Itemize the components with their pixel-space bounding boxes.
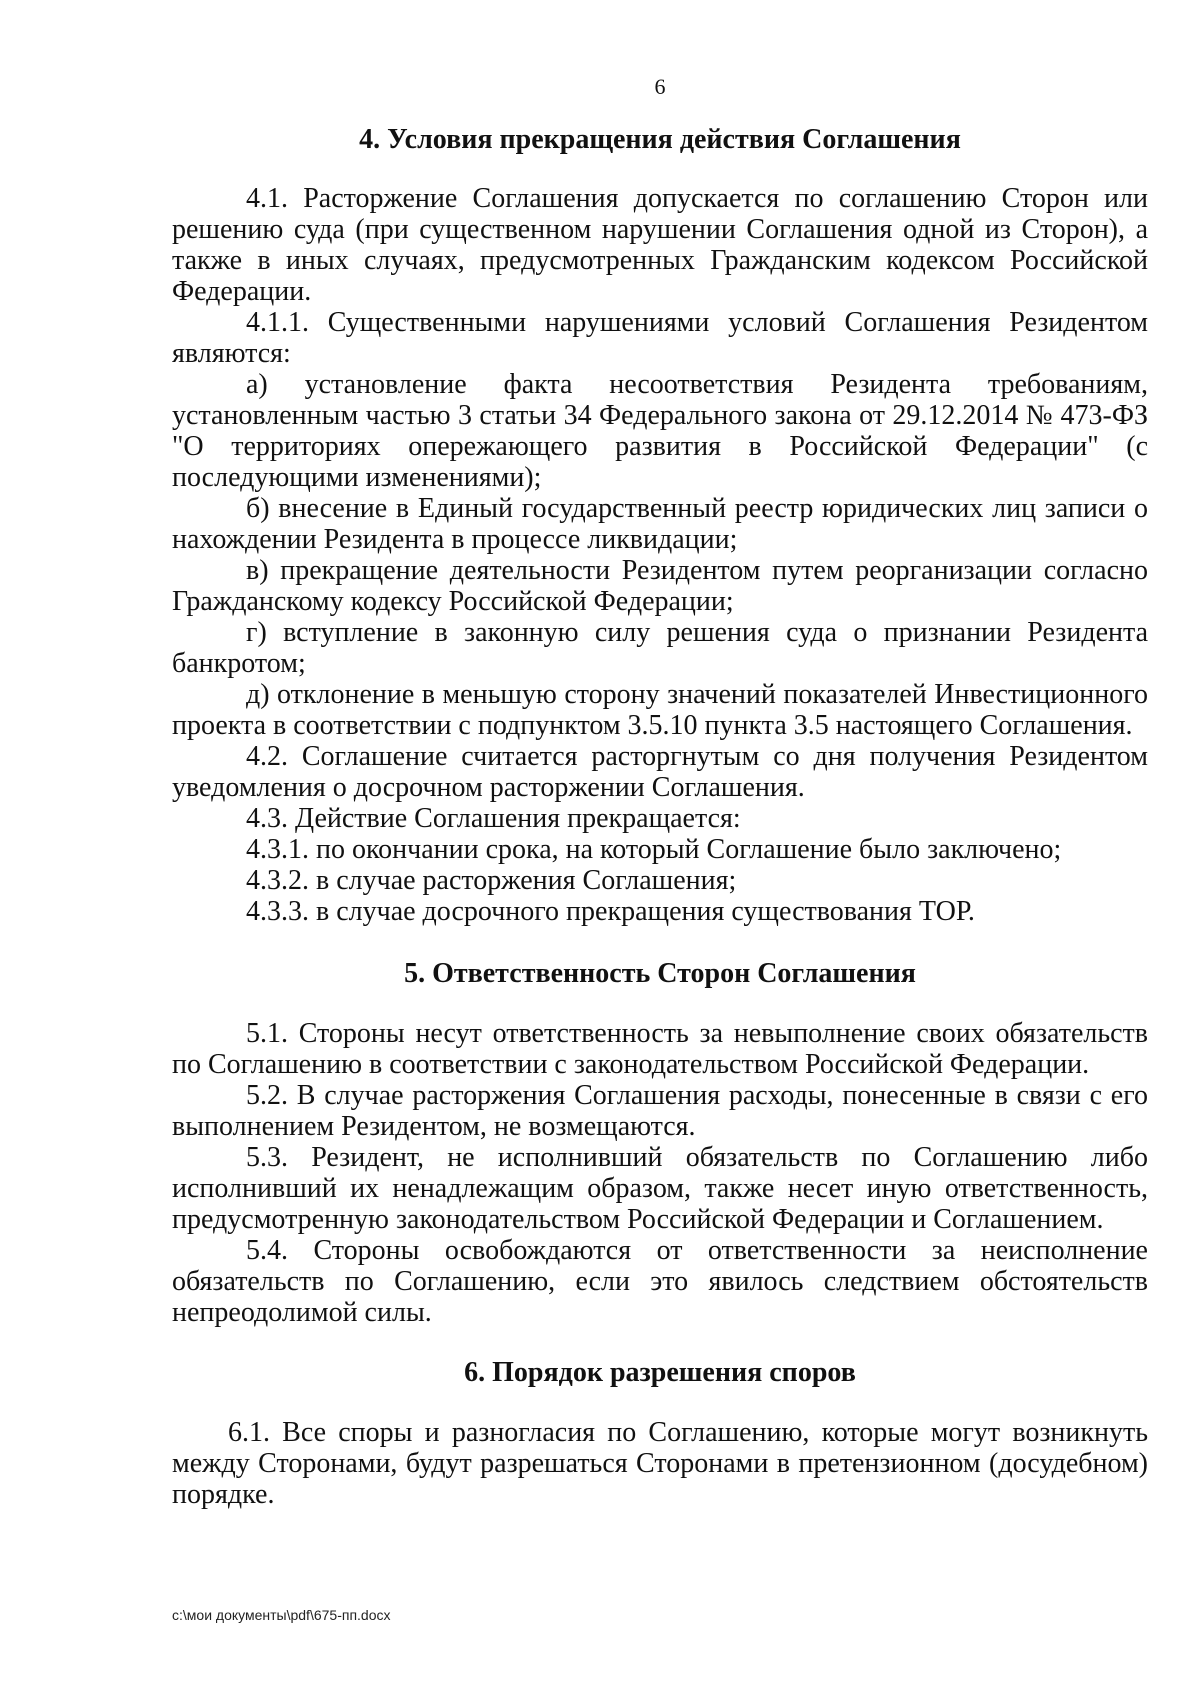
paragraph-4-3-3: 4.3.3. в случае досрочного прекращения существования ТОР.: [246, 896, 975, 927]
paragraph-4-3: 4.3. Действие Соглашения прекращается:: [246, 803, 741, 834]
paragraph-5-3: 5.3. Резидент, не исполнивший обязательств по Соглашению либо исполнивший их ненадлежащим образом, также несет иную ответственность, предусмотренную законодательством Российской Федерации и Соглашением.: [172, 1142, 1148, 1235]
paragraph-4-1-1-d: д) отклонение в меньшую сторону значений показателей Инвестиционного проекта в соответствии с подпунктом 3.5.10 пункта 3.5 настоящего Соглашения.: [172, 679, 1148, 741]
paragraph-4-1-1-v: в) прекращение деятельности Резидентом путем реорганизации согласно Гражданскому кодексу Российской Федерации;: [172, 555, 1148, 617]
paragraph-4-3-1: 4.3.1. по окончании срока, на который Соглашение было заключено;: [246, 834, 1062, 865]
paragraph-4-2: 4.2. Соглашение считается расторгнутым со дня получения Резидентом уведомления о досрочном расторжении Соглашения.: [172, 741, 1148, 803]
section-6-heading: 6. Порядок разрешения споров: [464, 1357, 856, 1388]
page-number: 6: [654, 74, 666, 99]
paragraph-4-1-1-b: б) внесение в Единый государственный реестр юридических лиц записи о нахождении Резидента в процессе ликвидации;: [172, 493, 1148, 555]
paragraph-6-1: 6.1. Все споры и разногласия по Соглашению, которые могут возникнуть между Сторонами, будут разрешаться Сторонами в претензионном (досудебном) порядке.: [172, 1417, 1148, 1510]
paragraph-5-1: 5.1. Стороны несут ответственность за невыполнение своих обязательств по Соглашению в соответствии с законодательством Российской Федерации.: [172, 1018, 1148, 1080]
paragraph-4-1-1-a: а) установление факта несоответствия Резидента требованиям, установленным частью 3 статьи 34 Федерального закона от 29.12.2014 № 473-ФЗ "О территориях опережающего развития в Российской Федерации" (с последующими изменениями);: [172, 369, 1148, 493]
paragraph-5-4: 5.4. Стороны освобождаются от ответственности за неисполнение обязательств по Соглашению, если это явилось следствием обстоятельств непреодолимой силы.: [172, 1235, 1148, 1328]
footer-file-path: c:\мои документы\pdf\675-пп.docx: [172, 1607, 391, 1623]
paragraph-5-2: 5.2. В случае расторжения Соглашения расходы, понесенные в связи с его выполнением Резидентом, не возмещаются.: [172, 1080, 1148, 1142]
document-body: [172, 118, 1148, 1510]
paragraph-4-1: 4.1. Расторжение Соглашения допускается по соглашению Сторон или решению суда (при существенном нарушении Соглашения одной из Сторон), а также в иных случаях, предусмотренных Гражданским кодексом Российской Федерации.: [172, 183, 1148, 307]
section-4-heading: 4. Условия прекращения действия Соглашения: [359, 124, 961, 155]
paragraph-4-1-1: 4.1.1. Существенными нарушениями условий Соглашения Резидентом являются:: [172, 307, 1148, 369]
section-5-heading: 5. Ответственность Сторон Соглашения: [404, 958, 916, 989]
paragraph-4-1-1-g: г) вступление в законную силу решения суда о признании Резидента банкротом;: [172, 617, 1148, 679]
paragraph-4-3-2: 4.3.2. в случае расторжения Соглашения;: [246, 865, 737, 896]
